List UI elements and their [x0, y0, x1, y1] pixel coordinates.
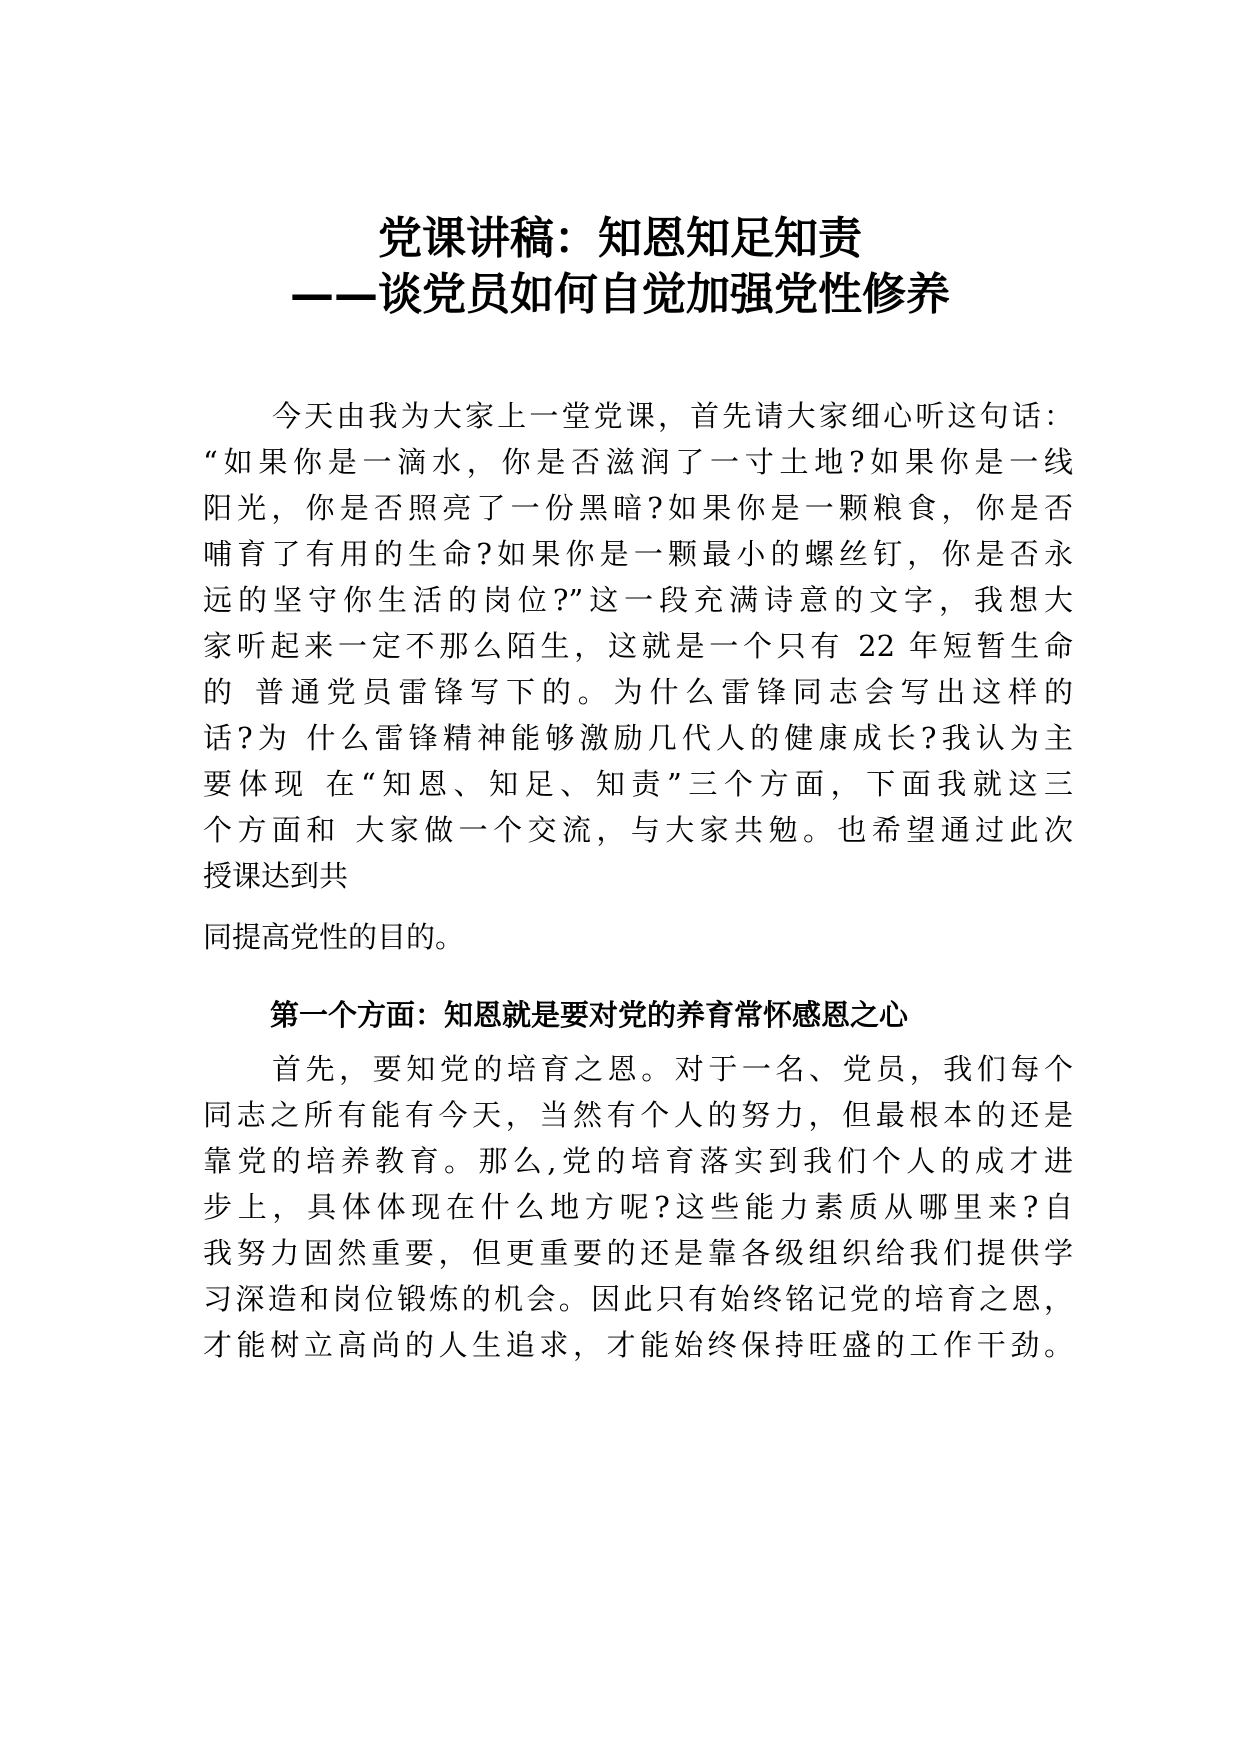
- section-line: 习深造和岗位锻炼的机会。因此只有始终铭记党的培育之恩，: [203, 1282, 1073, 1316]
- section-line: 同志之所有能有今天，当然有个人的努力，但最根本的还是: [203, 1098, 1073, 1132]
- intro-line: “如果你是一滴水，你是否滋润了一寸土地?如果你是一线: [203, 445, 1073, 479]
- intro-line: 今天由我为大家上一堂党课，首先请大家细心听这句话：: [272, 399, 1073, 433]
- intro-line: 授课达到共: [203, 859, 349, 893]
- intro-line: 的 普通党员雷锋写下的。为什么雷锋同志会写出这样的: [203, 675, 1073, 709]
- section-line: 才能树立高尚的人生追求，才能始终保持旺盛的工作干劲。: [203, 1328, 1073, 1362]
- intro-line: 个方面和 大家做一个交流，与大家共勉。也希望通过此次: [203, 813, 1073, 847]
- intro-line: 同提高党性的目的。: [203, 920, 465, 954]
- document-subtitle: ——谈党员如何自觉加强党性修养: [290, 269, 950, 320]
- intro-line: 要体现 在“知恩、知足、知责”三个方面，下面我就这三: [203, 767, 1073, 801]
- section-line: 步上，具体体现在什么地方呢?这些能力素质从哪里来?自: [203, 1190, 1073, 1224]
- intro-line: 哺育了有用的生命?如果你是一颗最小的螺丝钉，你是否永: [203, 537, 1073, 571]
- intro-line: 家听起来一定不那么陌生，这就是一个只有 22 年短暂生命: [203, 629, 1073, 663]
- section-heading: 第一个方面：知恩就是要对党的养育常怀感恩之心: [270, 998, 909, 1032]
- document-title: 党课讲稿：知恩知足知责: [378, 213, 862, 264]
- intro-line: 话?为 什么雷锋精神能够激励几代人的健康成长?我认为主: [203, 721, 1073, 755]
- intro-line: 阳光，你是否照亮了一份黑暗?如果你是一颗粮食，你是否: [203, 491, 1073, 525]
- section-line: 靠党的培养教育。那么,党的培育落实到我们个人的成才进: [203, 1144, 1073, 1178]
- intro-line: 远的坚守你生活的岗位?”这一段充满诗意的文字，我想大: [203, 583, 1073, 617]
- section-line: 首先，要知党的培育之恩。对于一名、党员，我们每个: [272, 1052, 1073, 1086]
- section-line: 我努力固然重要，但更重要的还是靠各级组织给我们提供学: [203, 1236, 1073, 1270]
